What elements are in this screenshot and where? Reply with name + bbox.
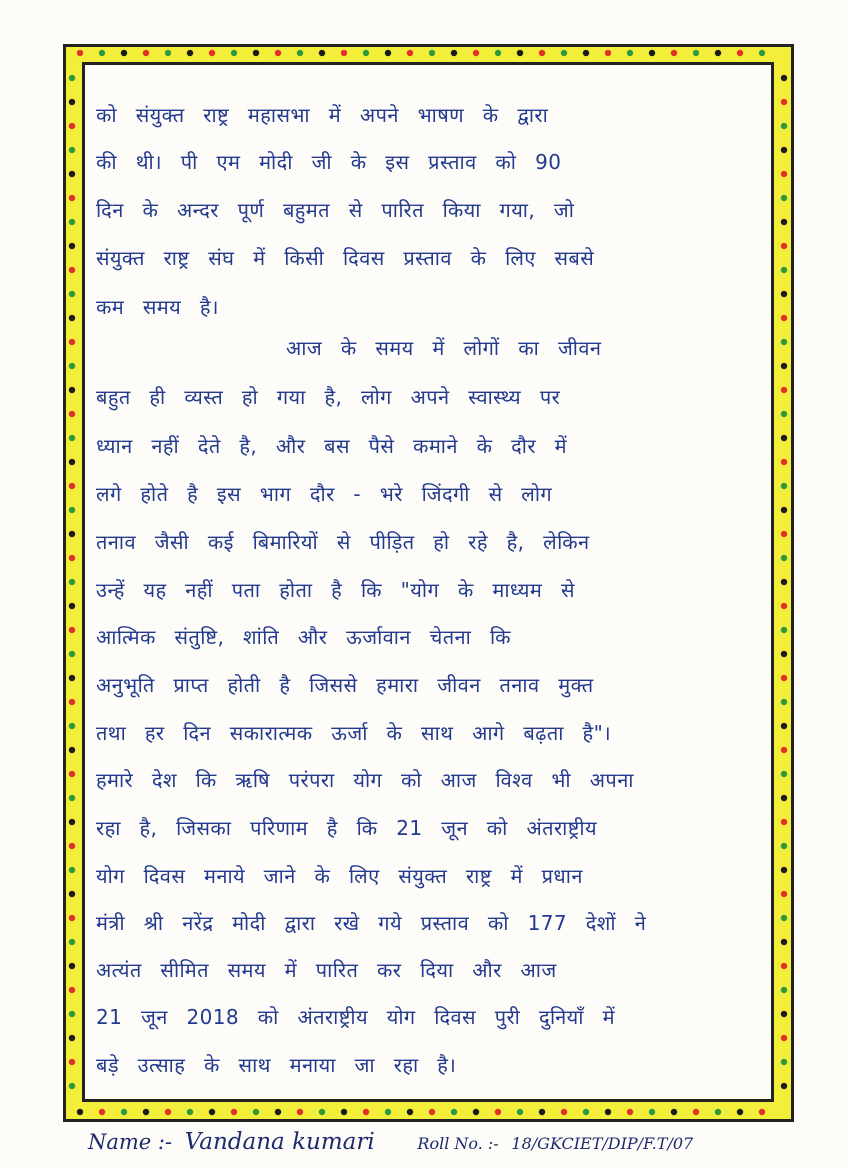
text-line: योग दिवस मनाये जाने के लिए संयुक्त राष्ट्र में प्रधान bbox=[96, 864, 583, 888]
text-line: मंत्री श्री नरेंद्र मोदी द्वारा रखे गये प्रस्ताव को 177 देशों ने bbox=[96, 911, 647, 935]
text-line: अनुभूति प्राप्त होती है जिससे हमारा जीवन तनाव मुक्त bbox=[96, 673, 594, 697]
text-line: 21 जून 2018 को अंतराष्ट्रीय योग दिवस पुरी दुनियाँ में bbox=[96, 1005, 615, 1029]
text-line: उन्हें यह नहीं पता होता है कि "योग के माध्यम से bbox=[96, 578, 575, 602]
paragraph-start-line: आज के समय में लोगों का जीवन bbox=[286, 336, 602, 360]
roll-number-label: Roll No. :- bbox=[417, 1134, 499, 1153]
text-line: बड़े उत्साह के साथ मनाया जा रहा है। bbox=[96, 1053, 457, 1077]
text-line: संयुक्त राष्ट्र संघ में किसी दिवस प्रस्ताव के लिए सबसे bbox=[96, 246, 595, 270]
text-line: तनाव जैसी कई बिमारियों से पीड़ित हो रहे है, लेकिन bbox=[96, 530, 590, 554]
text-line: दिन के अन्दर पूर्ण बहुमत से पारित किया गया, जो bbox=[96, 198, 575, 222]
student-signature-line bbox=[88, 1124, 808, 1160]
text-line: तथा हर दिन सकारात्मक ऊर्जा के साथ आगे बढ़ता है"। bbox=[96, 721, 612, 745]
text-line: आत्मिक संतुष्टि, शांति और ऊर्जावान चेतना कि bbox=[96, 625, 511, 649]
text-line: बहुत ही व्यस्त हो गया है, लोग अपने स्वास्थ्य पर bbox=[96, 385, 561, 409]
text-line: हमारे देश कि ऋषि परंपरा योग को आज विश्व भी अपना bbox=[96, 768, 634, 792]
text-line: की थी। पी एम मोदी जी के इस प्रस्ताव को 90 bbox=[96, 150, 562, 174]
text-line: ध्यान नहीं देते है, और बस पैसे कमाने के दौर में bbox=[96, 434, 568, 458]
text-line: अत्यंत सीमित समय में पारित कर दिया और आज bbox=[96, 958, 557, 982]
student-name: Vandana kumari bbox=[184, 1129, 375, 1155]
text-line: को संयुक्त राष्ट्र महासभा में अपने भाषण के द्वारा bbox=[96, 103, 549, 127]
name-label: Name :- bbox=[88, 1130, 173, 1154]
text-line: लगे होते है इस भाग दौर - भरे जिंदगी से लोग bbox=[96, 482, 553, 506]
text-line: रहा है, जिसका परिणाम है कि 21 जून को अंतराष्ट्रीय bbox=[96, 816, 597, 840]
text-line: कम समय है। bbox=[96, 295, 219, 319]
roll-number: 18/GKCIET/DIP/F.T/07 bbox=[511, 1134, 694, 1153]
